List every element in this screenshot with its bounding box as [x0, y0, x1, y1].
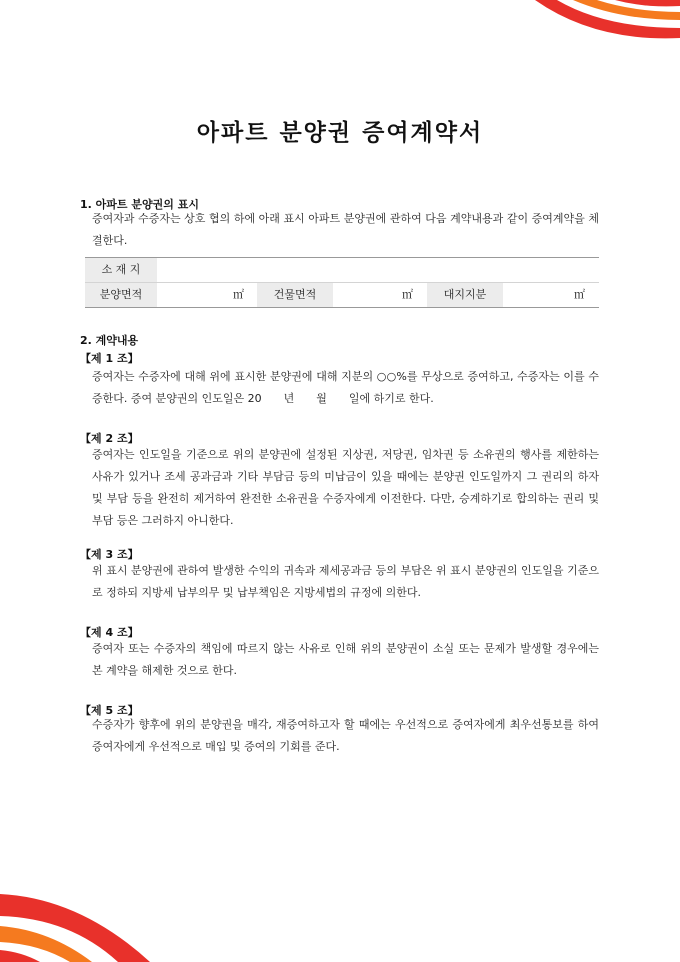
building-area-unit: ㎡ — [402, 288, 413, 301]
article-2-text: 증여자는 인도일을 기준으로 위의 분양권에 설정된 지상권, 저당권, 임차권 등 소유권의 행사를 제한하는 사유가 있거나 조세 공과금과 기타 부담금 등의 미납금이 있을 때에는 분양권 인도일까지 그 권리의 하자 및 부담 등을 완전히 제거하여 완전한 소유권을 수증자에게 이전한다. 다만, 승계하기로 합의하는 권리 및 부담 등은 그러하지 아니한다. — [92, 448, 599, 527]
article-2-title: 【제 2 조】 — [80, 432, 139, 445]
table-row-areas — [85, 282, 599, 307]
section-heading-contract: 2. 계약내용 — [80, 334, 139, 347]
article-4-title: 【제 4 조】 — [80, 626, 139, 639]
document-title: 아파트 분양권 증여계약서 — [196, 120, 484, 146]
corner-decoration-top-right — [535, 0, 680, 45]
corner-decoration-bottom-left — [0, 886, 150, 962]
section-heading-property: 1. 아파트 분양권의 표시 — [80, 198, 199, 211]
section-intro-paragraph: 증여자과 수증자는 상호 협의 하에 아래 표시 아파트 분양권에 관하여 다음 계약내용과 같이 증여계약을 체결한다. — [92, 212, 599, 247]
article-1-text: 증여자는 수증자에 대해 위에 표시한 분양권에 대해 지분의 ○○%를 무상으로 증여하고, 수증자는 이를 수증한다. 증여 분양권의 인도일은 20 년 월 일에 하기로 한다. — [92, 370, 599, 405]
location-label: 소 재 지 — [85, 258, 157, 282]
article-4-text: 증여자 또는 수증자의 책임에 따르지 않는 사유로 인해 위의 분양권이 소실 또는 문제가 발생할 경우에는 본 계약을 해제한 것으로 한다. — [92, 642, 599, 677]
land-share-unit: ㎡ — [574, 288, 585, 301]
sale-area-label: 분양면적 — [85, 283, 157, 307]
article-5-title: 【제 5 조】 — [80, 704, 139, 717]
building-area-label: 건물면적 — [257, 283, 333, 307]
article-3-title: 【제 3 조】 — [80, 548, 139, 561]
sale-area-unit: ㎡ — [233, 288, 244, 301]
table-row-location — [85, 258, 599, 282]
property-table — [85, 257, 599, 308]
article-1-title: 【제 1 조】 — [80, 352, 139, 365]
land-share-label: 대지지분 — [427, 283, 503, 307]
article-5-text: 수증자가 향후에 위의 분양권을 매각, 재증여하고자 할 때에는 우선적으로 증여자에게 최우선통보를 하여 증여자에게 우선적으로 매입 및 증여의 기회를 준다. — [92, 718, 599, 753]
article-3-text: 위 표시 분양권에 관하여 발생한 수익의 귀속과 제세공과금 등의 부담은 위 표시 분양권의 인도일을 기준으로 정하되 지방세 납부의무 및 납부책임은 지방세법의 규정에 의한다. — [92, 564, 599, 599]
